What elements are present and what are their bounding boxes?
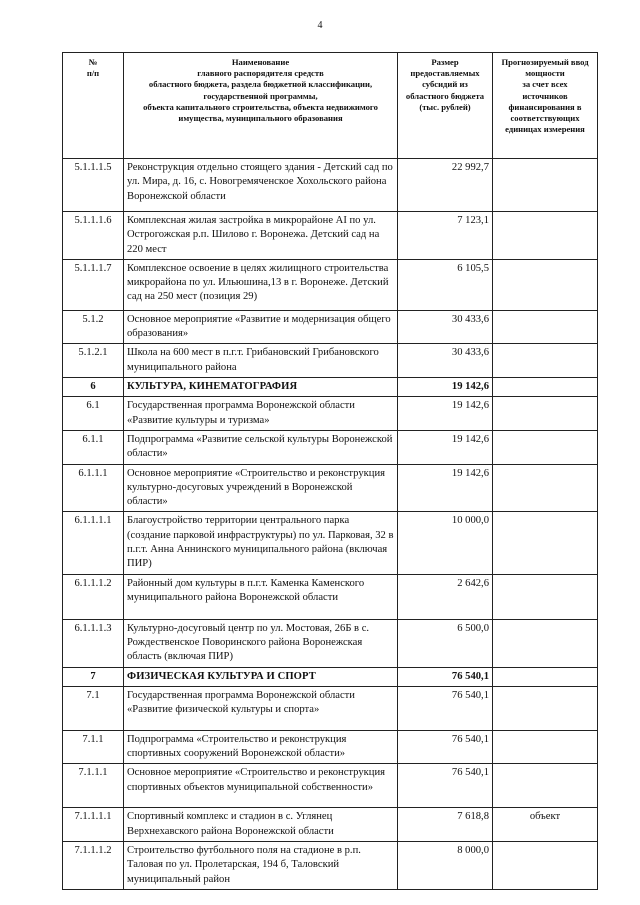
row-name: Государственная программа Воронежской области «Развитие физической культуры и спорта» [124,686,398,730]
row-number: 7.1.1.1.2 [63,842,124,890]
row-name: Благоустройство территории центрального парка (создание парковой инфраструктуры) по ул. Парковая, 32 в п.г.т. Анна Аннинского муниципального района (включая ПИР) [124,512,398,574]
page-number: 4 [317,20,323,31]
section-row [63,378,598,397]
row-amount: 76 540,1 [398,667,493,686]
row-amount: 76 540,1 [398,730,493,764]
table-row [63,344,598,378]
row-capacity: объект [493,808,598,842]
row-name: Государственная программа Воронежской области «Развитие культуры и туризма» [124,397,398,431]
row-name: Строительство футбольного поля на стадионе в р.п. Таловая по ул. Пролетарская, 194 б, Таловский муниципальный район [124,842,398,890]
row-capacity [493,430,598,464]
row-name: Культурно-досуговый центр по ул. Мостовая, 26Б в с. Рождественское Поворинского района Воронежская область (включая ПИР) [124,619,398,667]
row-amount: 19 142,6 [398,378,493,397]
row-number: 7.1.1.1.1 [63,808,124,842]
table-row [63,159,598,212]
subsidy-table [62,52,598,890]
row-name: Подпрограмма «Развитие сельской культуры Воронежской области» [124,430,398,464]
table-row [63,842,598,890]
row-amount: 76 540,1 [398,764,493,808]
header-amount: Размер предоставляемых субсидий из областного бюджета (тыс. рублей) [398,53,493,159]
row-capacity [493,344,598,378]
row-capacity [493,730,598,764]
table-row [63,512,598,574]
table-row [63,574,598,619]
row-number: 5.1.1.1.7 [63,259,124,310]
row-capacity [493,159,598,212]
row-number: 6 [63,378,124,397]
table-header-row [63,53,598,159]
row-amount: 30 433,6 [398,310,493,344]
row-amount: 19 142,6 [398,464,493,512]
row-amount: 7 123,1 [398,212,493,260]
row-amount: 6 500,0 [398,619,493,667]
row-amount: 7 618,8 [398,808,493,842]
row-name: КУЛЬТУРА, КИНЕМАТОГРАФИЯ [124,378,398,397]
row-name: Реконструкция отдельно стоящего здания - Детский сад по ул. Мира, д. 16, с. Новогремяченское Хохольского района Воронежской области [124,159,398,212]
row-name: Комплексная жилая застройка в микрорайоне АI по ул. Острогожская р.п. Шилово г. Воронежа. Детский сад на 220 мест [124,212,398,260]
table-row [63,430,598,464]
row-capacity [493,619,598,667]
row-number: 5.1.2 [63,310,124,344]
section-row [63,667,598,686]
row-amount: 22 992,7 [398,159,493,212]
row-amount: 19 142,6 [398,430,493,464]
row-capacity [493,378,598,397]
row-number: 5.1.2.1 [63,344,124,378]
row-amount: 30 433,6 [398,344,493,378]
row-number: 6.1.1.1 [63,464,124,512]
row-number: 5.1.1.1.6 [63,212,124,260]
table-row [63,397,598,431]
row-number: 5.1.1.1.5 [63,159,124,212]
table-row [63,310,598,344]
row-amount: 19 142,6 [398,397,493,431]
row-name: ФИЗИЧЕСКАЯ КУЛЬТУРА И СПОРТ [124,667,398,686]
row-capacity [493,259,598,310]
row-name: Комплексное освоение в целях жилищного строительства микрорайона по ул. Ильюшина,13 в г. Воронеже. Детский сад на 250 мест (позиция 29) [124,259,398,310]
row-capacity [493,512,598,574]
row-capacity [493,310,598,344]
row-number: 6.1.1.1.1 [63,512,124,574]
header-num: № п/п [63,53,124,159]
row-capacity [493,686,598,730]
table-row [63,212,598,260]
table-row [63,619,598,667]
row-capacity [493,212,598,260]
table-row [63,730,598,764]
row-number: 6.1 [63,397,124,431]
row-amount: 8 000,0 [398,842,493,890]
row-amount: 6 105,5 [398,259,493,310]
row-capacity [493,464,598,512]
row-capacity [493,842,598,890]
row-name: Основное мероприятие «Развитие и модернизация общего образования» [124,310,398,344]
row-number: 7 [63,667,124,686]
row-capacity [493,764,598,808]
table-row [63,686,598,730]
row-number: 6.1.1.1.3 [63,619,124,667]
row-capacity [493,667,598,686]
table-row [63,808,598,842]
header-capacity: Прогнозируемый ввод мощности за счет всех источников финансирования в соответствующих единицах измерения [493,53,598,159]
row-name: Подпрограмма «Строительство и реконструкция спортивных сооружений Воронежской области» [124,730,398,764]
table-row [63,764,598,808]
row-amount: 2 642,6 [398,574,493,619]
table-row [63,259,598,310]
table-row [63,464,598,512]
row-name: Школа на 600 мест в п.г.т. Грибановский Грибановского муниципального района [124,344,398,378]
row-name: Основное мероприятие «Строительство и реконструкция культурно-досуговых учреждений в Воронежской области» [124,464,398,512]
row-number: 7.1.1.1 [63,764,124,808]
row-name: Спортивный комплекс и стадион в с. Углянец Верхнехавского района Воронежской области [124,808,398,842]
row-number: 6.1.1 [63,430,124,464]
row-name: Основное мероприятие «Строительство и реконструкция спортивных объектов муниципальной собственности» [124,764,398,808]
row-capacity [493,397,598,431]
row-number: 6.1.1.1.2 [63,574,124,619]
row-amount: 76 540,1 [398,686,493,730]
row-name: Районный дом культуры в п.г.т. Каменка Каменского муниципального района Воронежской области [124,574,398,619]
row-amount: 10 000,0 [398,512,493,574]
header-name: Наименование главного распорядителя средств областного бюджета, раздела бюджетной классификации, государственной программы, объекта капитального строительства, объекта недвижимого имущества, муниципального образования [124,53,398,159]
row-number: 7.1.1 [63,730,124,764]
row-capacity [493,574,598,619]
row-number: 7.1 [63,686,124,730]
